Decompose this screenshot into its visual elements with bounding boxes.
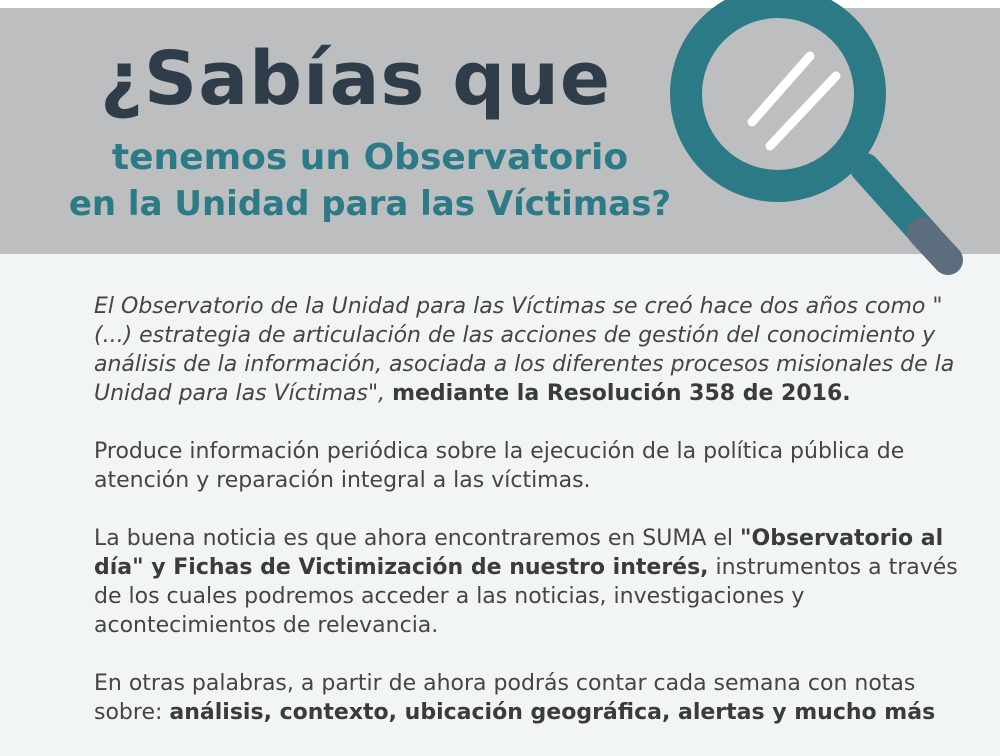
- subline-observatorio: tenemos un Observatorio: [111, 137, 629, 178]
- magnifying-glass-icon: [660, 0, 1000, 300]
- paragraph-1-quote: El Observatorio de la Unidad para las Víctimas se creó hace dos años como "(...) estrategia de articulación de las acciones de gestión del conocimiento y análisis de la información, asociada a los diferentes procesos misionales de la Unidad para las Víctimas",: [94, 294, 955, 406]
- paragraph-3-end: instrumentos a través de los cuales podremos acceder a las noticias, investigaciones y acontecimientos de relevancia.: [94, 555, 958, 638]
- paragraph-2: [94, 437, 964, 495]
- paragraph-2-text: Produce información periódica sobre la ejecución de la política pública de atención y reparación integral a las víctimas.: [94, 439, 905, 493]
- paragraph-4: [94, 669, 964, 727]
- paragraph-4-start: En otras palabras, a partir de ahora podrás contar cada semana con notas sobre:: [94, 671, 916, 725]
- subline-unidad-victimas: en la Unidad para las Víctimas?: [68, 184, 672, 224]
- main-content: [94, 292, 964, 756]
- paragraph-3-start: La buena noticia es que ahora encontraremos en SUMA el: [94, 526, 734, 551]
- paragraph-4-topics: análisis, contexto, ubicación geográfica, alertas y mucho más: [169, 700, 936, 725]
- paragraph-3-highlight: "Observatorio al día" y Fichas de Victimización de nuestro interés,: [94, 526, 944, 580]
- paragraph-1-resolution: mediante la Resolución 358 de 2016.: [392, 381, 851, 406]
- headline: ¿Sabías que: [100, 36, 612, 122]
- paragraph-1: [94, 292, 964, 408]
- paragraph-3: [94, 524, 964, 640]
- magnifier-handle-cap: [922, 232, 948, 260]
